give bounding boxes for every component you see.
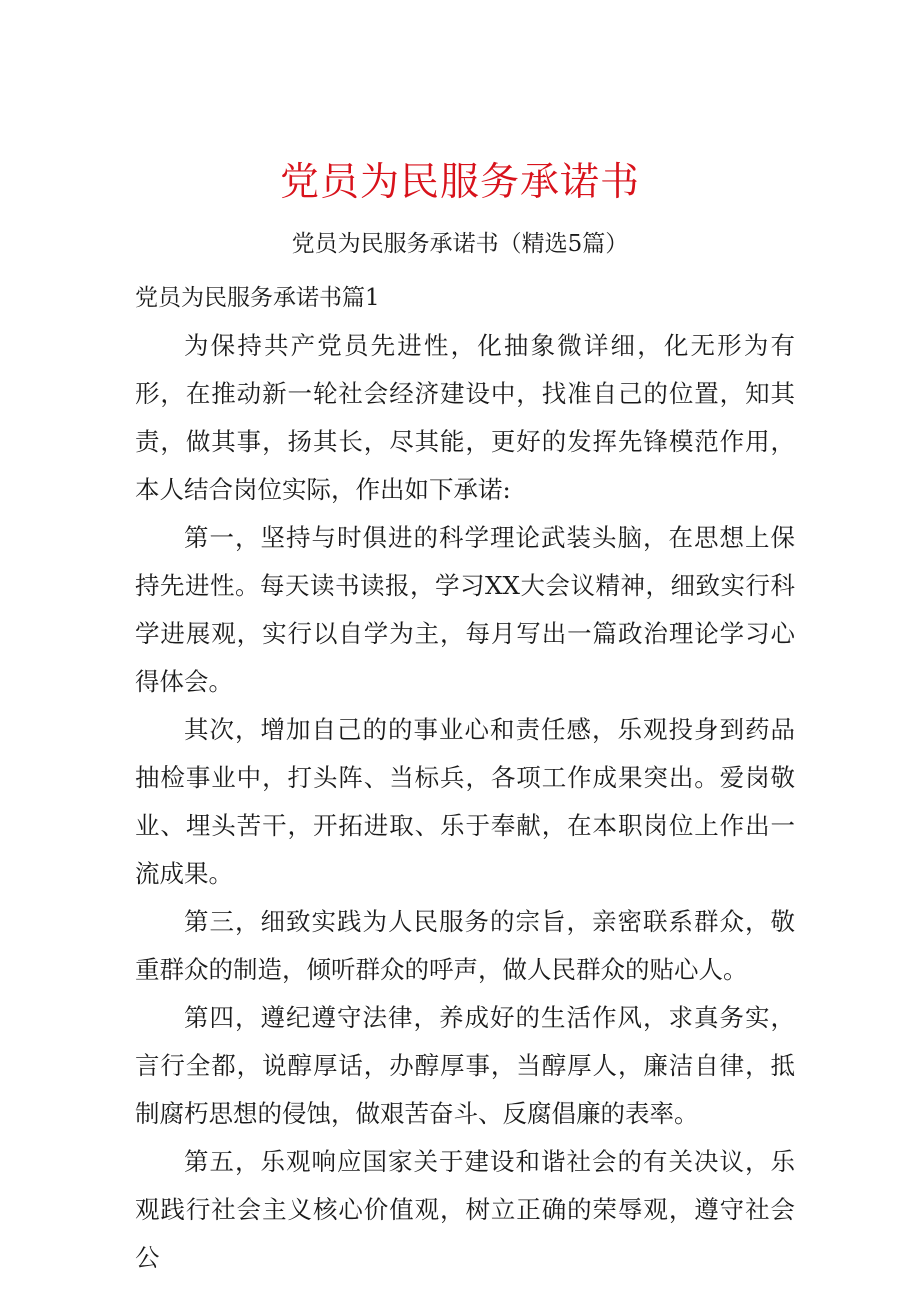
document-title: 党员为民服务承诺书 bbox=[279, 160, 640, 205]
paragraph: 第四，遵纪遵守法律，养成好的生活作风，求真务实，言行全都，说醇厚话，办醇厚事，当醇厚人，廉洁自律，抵制腐朽思想的侵蚀，做艰苦奋斗、反腐倡廉的表率。 bbox=[135, 1003, 795, 1128]
document-subtitle: 党员为民服务承诺书（精选5篇） bbox=[291, 231, 629, 257]
paragraph: 第一，坚持与时俱进的科学理论武装头脑，在思想上保持先进性。每天读书读报，学习XX大会议精神，细致实行科学进展观，实行以自学为主，每月写出一篇政治理论学习心得体会。 bbox=[135, 523, 795, 696]
paragraph: 为保持共产党员先进性，化抽象微详细，化无形为有形，在推动新一轮社会经济建设中，找准自己的位置，知其责，做其事，扬其长，尽其能，更好的发挥先锋模范作用，本人结合岗位实际，作出如下承诺: bbox=[135, 331, 795, 504]
paragraph: 第三，细致实践为人民服务的宗旨，亲密联系群众，敬重群众的制造，倾听群众的呼声，做人民群众的贴心人。 bbox=[135, 907, 795, 984]
section-heading: 党员为民服务承诺书篇1 bbox=[135, 285, 380, 311]
paragraph: 其次，增加自己的的事业心和责任感，乐观投身到药品抽检事业中，打头阵、当标兵，各项工作成果突出。爱岗敬业、埋头苦干，开拓进取、乐于奉献，在本职岗位上作出一流成果。 bbox=[135, 715, 795, 888]
paragraph: 第五，乐观响应国家关于建设和谐社会的有关决议，乐观践行社会主义核心价值观，树立正确的荣辱观，遵守社会公 bbox=[135, 1147, 795, 1272]
body-text bbox=[135, 322, 795, 1282]
